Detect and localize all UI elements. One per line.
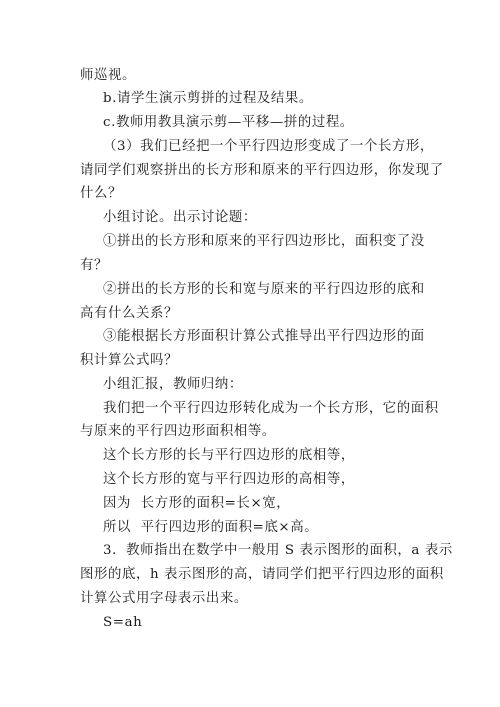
text-line-12: ③能根据长方形面积计算公式推导出平行四边形的面: [103, 329, 425, 344]
text-line-6: 什么？: [80, 186, 122, 201]
text-line-8: ①拼出的长方形和原来的平行四边形比，面积变了没: [103, 234, 425, 249]
text-line-10: ②拼出的长方形的长和宽与原来的平行四边形的底和: [103, 282, 425, 297]
text-line-17: 这个长方形的长与平行四边形的底相等，: [103, 448, 355, 463]
text-line-20: 所以 平行四边形的面积=底×高。: [103, 520, 319, 535]
text-line-11: 高有什么关系？: [80, 306, 178, 321]
text-line-1: 师巡视。: [80, 68, 136, 83]
text-line-9: 有？: [80, 258, 108, 273]
text-line-4: （3）我们已经把一个平行四边形变成了一个长方形，: [103, 139, 434, 154]
text-line-5: 请同学们观察拼出的长方形和原来的平行四边形，你发现了: [80, 163, 444, 178]
text-line-19: 因为 长方形的面积=长×宽，: [103, 496, 291, 511]
text-line-15: 我们把一个平行四边形转化成为一个长方形，它的面积: [103, 401, 439, 416]
text-line-7: 小组讨论。出示讨论题：: [103, 210, 257, 225]
text-line-21: 3．教师指出在数学中一般用 S 表示图形的面积，a 表示: [103, 543, 453, 558]
text-line-2: b.请学生演示剪拼的过程及结果。: [103, 91, 313, 106]
text-line-16: 与原来的平行四边形面积相等。: [80, 424, 276, 439]
text-line-23: 计算公式用字母表示出来。: [80, 591, 248, 606]
text-line-3: c.教师用教具演示剪—平移—拼的过程。: [103, 115, 354, 130]
text-line-18: 这个长方形的宽与平行四边形的高相等，: [103, 472, 355, 487]
text-line-22: 图形的底，h 表示图形的高，请同学们把平行四边形的面积: [80, 567, 444, 582]
text-line-24: S=ah: [103, 615, 143, 630]
text-line-14: 小组汇报，教师归纳：: [103, 377, 243, 392]
text-line-13: 积计算公式吗？: [80, 353, 178, 368]
